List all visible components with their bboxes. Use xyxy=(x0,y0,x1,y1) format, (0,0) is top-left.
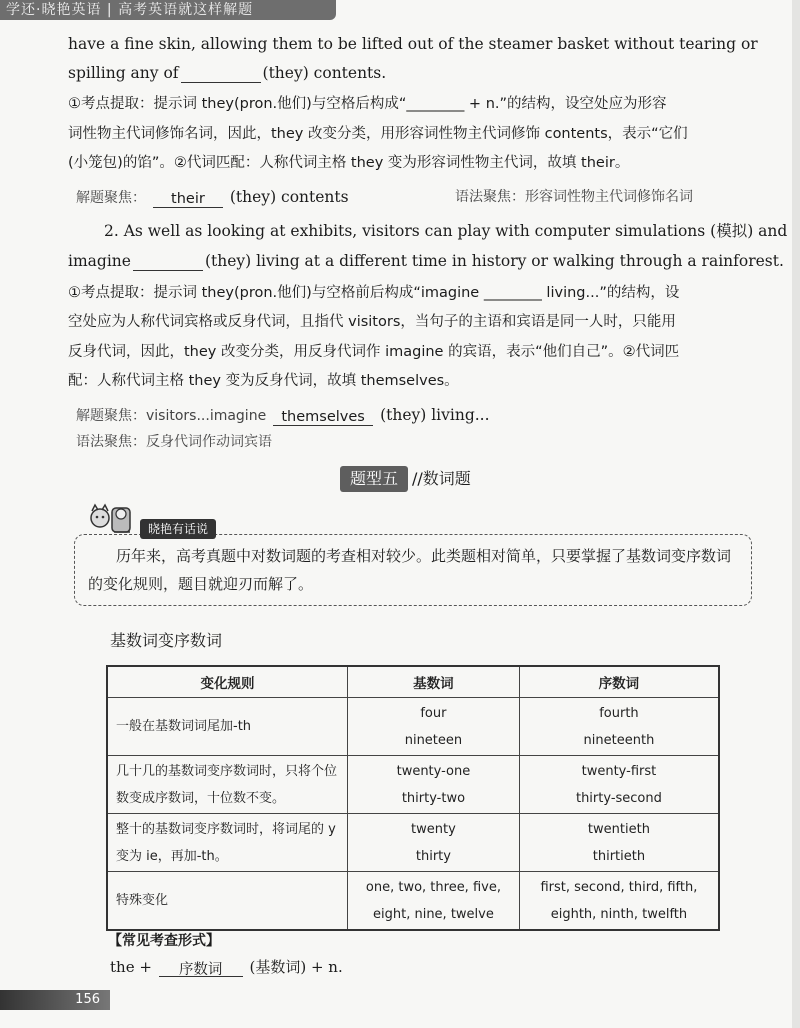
q1-explain-line2: 词性物主代词修饰名词，因此，they 改变分类，用形容词性物主代词修饰 contents，表示“它们 xyxy=(68,126,688,142)
header-ordinal: 序数词 xyxy=(519,666,719,698)
topic-title: //数词题 xyxy=(412,469,471,488)
q2-explain-line4: 配：人称代词主格 they 变为反身代词，故填 themselves。 xyxy=(68,373,459,389)
formula-line: the + 序数词 (基数词) + n. xyxy=(110,958,343,978)
header-rule: 变化规则 xyxy=(107,666,348,698)
table-header-row xyxy=(107,666,719,698)
q2-explain-line1: ①考点提取：提示词 they(pron.他们)与空格前后构成“imagine ________ living...”的结构，设 xyxy=(68,285,680,301)
rule-cell: 整十的基数词变序数词时，将词尾的 y 变为 ie，再加-th。 xyxy=(107,814,348,872)
q2-sentence-line2: imagine (they) living at a different time in history or walking through a rainforest. xyxy=(68,252,784,270)
q2-explain-line2: 空处应为人称代词宾格或反身代词，且指代 visitors，当句子的主语和宾语是同一人时，只能用 xyxy=(68,314,676,330)
q1-explain-line3: (小笼包)的馅”。②代词匹配：人称代词主格 they 变为形容词性物主代词，故填 their。 xyxy=(68,155,630,171)
q1-explain-line1: ①考点提取：提示词 they(pron.他们)与空格后构成“________ + n.”的结构，设空处应为形容 xyxy=(68,96,667,112)
table-row xyxy=(107,698,719,756)
rule-cell: 特殊变化 xyxy=(107,872,348,931)
q1-sentence-line2: spilling any of (they) contents. xyxy=(68,64,387,82)
ordinal-cell: twentieth thirtieth xyxy=(519,814,719,872)
q2-answer-blank[interactable] xyxy=(133,252,203,271)
page-number: 156 xyxy=(0,990,110,1010)
cardinal-cell: twenty-one thirty-two xyxy=(348,756,520,814)
q1-answer-blank[interactable] xyxy=(181,64,261,83)
q1-focus: 解题聚焦： their (they) contents xyxy=(76,188,349,207)
header-cardinal: 基数词 xyxy=(348,666,520,698)
rule-cell: 几十几的基数词变序数词时，只将个位数变成序数词，十位数不变。 xyxy=(107,756,348,814)
table-row xyxy=(107,814,719,872)
page-edge xyxy=(792,0,800,1028)
talk-text: 历年来，高考真题中对数词题的考查相对较少。此类题相对简单，只要掌握了基数词变序数词的变化规则，题目就迎刃而解了。 xyxy=(88,547,732,593)
q1-sentence-line1: have a fine skin, allowing them to be lifted out of the steamer basket without tearing or xyxy=(68,35,758,53)
cardinal-cell: twenty thirty xyxy=(348,814,520,872)
rule-cell: 一般在基数词词尾加-th xyxy=(107,698,348,756)
running-header: 学还·晓艳英语 | 高考英语就这样解题 xyxy=(0,0,336,20)
q2-sentence-line1: 2. As well as looking at exhibits, visitors can play with computer simulations (模拟) and xyxy=(104,222,788,240)
ordinal-cell: fourth nineteenth xyxy=(519,698,719,756)
ordinal-cell: first, second, third, fifth, eighth, ninth, twelfth xyxy=(519,872,719,931)
talk-title: 晓艳有话说 xyxy=(140,519,216,539)
formula-blank: 序数词 xyxy=(159,958,243,977)
ordinal-cell: twenty-first thirty-second xyxy=(519,756,719,814)
q2-focus-answer: themselves xyxy=(273,407,373,426)
q2-grammar-focus: 语法聚焦：反身代词作动词宾语 xyxy=(76,434,272,450)
cardinal-cell: four nineteen xyxy=(348,698,520,756)
q2-focus: 解题聚焦：visitors...imagine themselves (they) living... xyxy=(76,406,490,425)
q1-grammar-focus: 语法聚焦：形容词性物主代词修饰名词 xyxy=(455,189,693,205)
topic-heading xyxy=(340,466,471,492)
q2-explain-line3: 反身代词，因此，they 改变分类，用反身代词作 imagine 的宾语，表示“他们自己”。②代词匹 xyxy=(68,344,680,360)
topic-tag: 题型五 xyxy=(340,466,408,492)
common-forms-heading: 【常见考查形式】 xyxy=(108,933,220,949)
section-title: 基数词变序数词 xyxy=(110,631,223,650)
cardinal-cell: one, two, three, five, eight, nine, twelve xyxy=(348,872,520,931)
table-row xyxy=(107,872,719,931)
ordinal-rules-table xyxy=(106,665,720,931)
q1-focus-answer: their xyxy=(153,189,223,208)
mascot-illustration xyxy=(86,502,134,538)
table-row xyxy=(107,756,719,814)
